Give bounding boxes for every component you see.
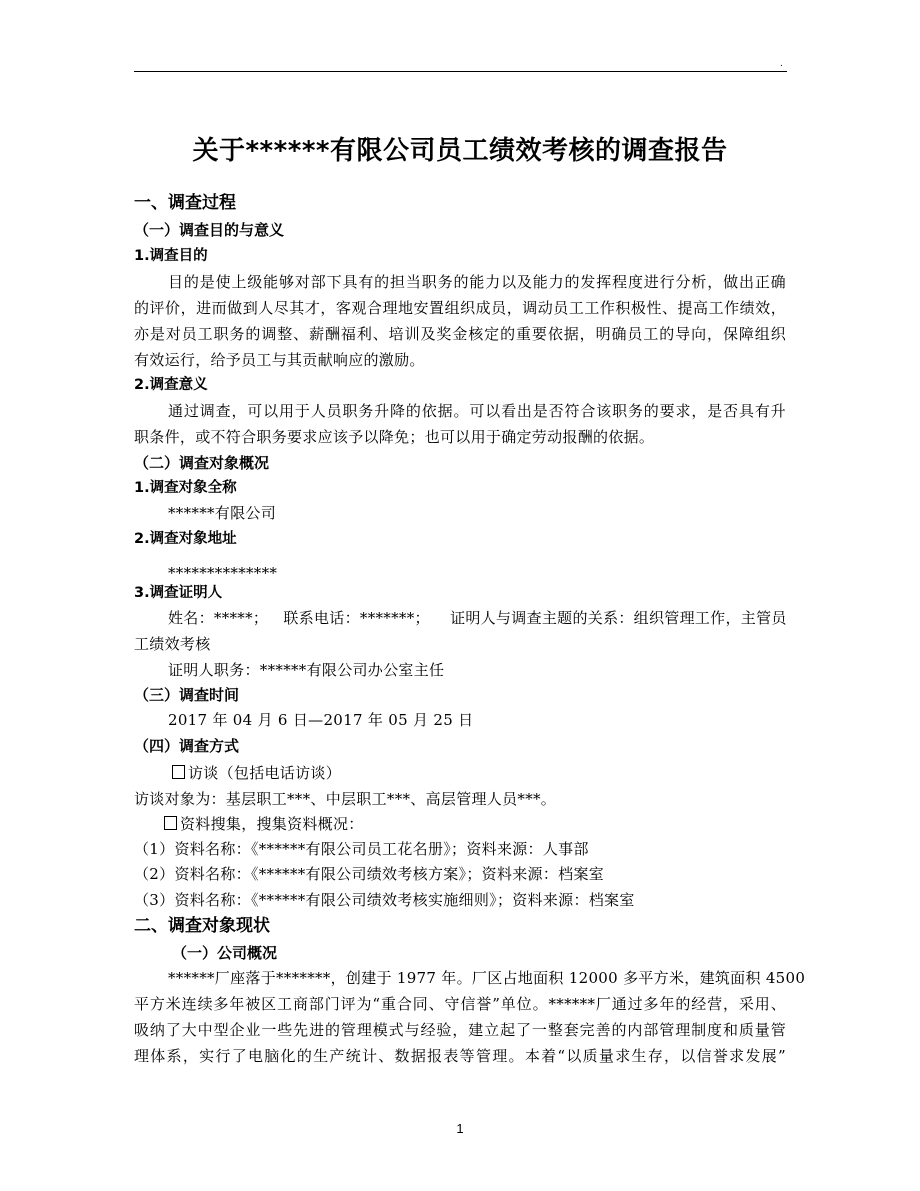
page-title: 关于******有限公司员工绩效考核的调查报告 — [192, 136, 728, 166]
paragraph-line: 理体系，实行了电脑化的生产统计、数据报表等管理。本着“以质量求生存，以信誉求发展” — [134, 1047, 786, 1065]
material-item: （2）资料名称：《******有限公司绩效考核方案》；资料来源：档案室 — [134, 865, 605, 883]
paragraph-line: 的评价，进而做到人尽其才，客观合理地安置组织成员，调动员工工作积极性、提高工作绩效， — [134, 299, 786, 317]
section-1-4-heading: （四）调查方式 — [134, 737, 240, 755]
section-1-1-heading: （一）调查目的与意义 — [134, 221, 285, 239]
checkbox-icon — [172, 765, 185, 779]
section-1-heading: 一、调查过程 — [134, 193, 236, 213]
name-value: ******有限公司 — [168, 504, 277, 522]
purpose-heading: 1.调查目的 — [134, 248, 208, 264]
witness-line: 姓名：*****； 联系电话：*******； 证明人与调查主题的关系：组织管理工作，主管员 — [168, 609, 787, 627]
paragraph-line: 亦是对员工职务的调整、薪酬福利、培训及奖金核定的重要依据，明确员工的导向，保障组织 — [134, 325, 786, 343]
survey-period: 2017 年 04 月 6 日—2017 年 05 月 25 日 — [168, 711, 474, 729]
paragraph-line: 平方米连续多年被区工商部门评为“重合同、守信誉”单位。******厂通过多年的经营，采用、 — [134, 995, 786, 1013]
header-mark: . — [780, 58, 783, 69]
material-item: （3）资料名称：《******有限公司绩效考核实施细则》；资料来源：档案室 — [134, 891, 635, 909]
paragraph-line: 通过调查，可以用于人员职务升降的依据。可以看出是否符合该职务的要求，是否具有升 — [168, 402, 786, 420]
interview-label: 访谈（包括电话访谈） — [188, 764, 342, 782]
interview-method — [172, 760, 341, 786]
header-rule — [134, 71, 787, 72]
name-heading: 1.调查对象全称 — [134, 480, 237, 496]
paragraph-line: 职条件，或不符合职务要求应该予以降免；也可以用于确定劳动报酬的依据。 — [134, 428, 655, 446]
witness-title: 证明人职务：******有限公司办公室主任 — [168, 661, 445, 679]
section-2-heading: 二、调查对象现状 — [134, 916, 270, 936]
paragraph-line: 有效运行，给予员工与其贡献响应的激励。 — [134, 351, 425, 369]
checkbox-icon — [164, 816, 177, 830]
materials-label: 资料搜集，搜集资料概况： — [180, 815, 364, 833]
materials-method — [164, 811, 364, 837]
section-1-3-heading: （三）调查时间 — [134, 686, 240, 704]
section-2-1-heading: （一）公司概况 — [172, 944, 278, 962]
paragraph-line: ******厂座落于*******，创建于 1977 年。厂区占地面积 12000 多平方米，建筑面积 4500 — [168, 969, 806, 987]
interview-targets: 访谈对象为：基层职工***、中层职工***、高层管理人员***。 — [134, 790, 557, 808]
paragraph-line: 目的是使上级能够对部下具有的担当职务的能力以及能力的发挥程度进行分析，做出正确 — [168, 273, 786, 291]
page-number: 1 — [456, 1121, 464, 1136]
address-value: ************** — [168, 564, 278, 582]
section-1-2-heading: （二）调查对象概况 — [134, 454, 270, 472]
material-item: （1）资料名称：《******有限公司员工花名册》；资料来源：人事部 — [134, 840, 589, 858]
address-heading: 2.调查对象地址 — [134, 531, 237, 547]
witness-heading: 3.调查证明人 — [134, 585, 223, 601]
meaning-heading: 2.调查意义 — [134, 377, 208, 393]
witness-line: 工绩效考核 — [134, 635, 211, 653]
paragraph-line: 吸纳了大中型企业一些先进的管理模式与经验，建立起了一整套完善的内部管理制度和质量管 — [134, 1021, 786, 1039]
